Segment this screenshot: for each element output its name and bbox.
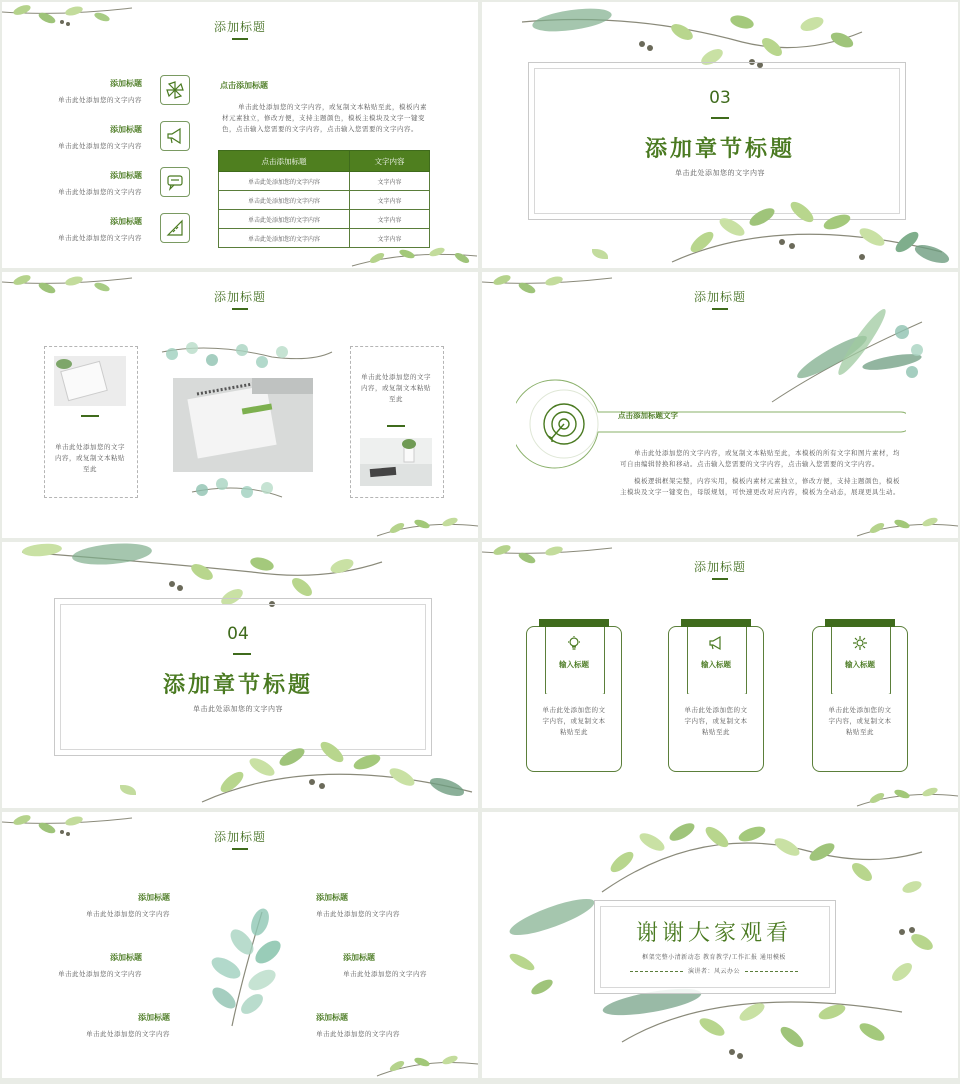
left-item-1-desc: 单击此处添加您的文字内容 <box>86 910 170 918</box>
item-1-desc: 单击此处添加您的文字内容 <box>58 96 142 104</box>
megaphone-icon <box>708 635 724 651</box>
bulb-icon <box>566 635 582 651</box>
slide-title: 添加标题 <box>213 20 266 34</box>
leaf-branch-decoration <box>372 1048 478 1078</box>
slide-5[interactable] <box>2 542 478 808</box>
chapter-number: 03 <box>709 88 731 108</box>
right-item-1-desc: 单击此处添加您的文字内容 <box>316 910 400 918</box>
item-4-desc: 单击此处添加您的文字内容 <box>58 234 142 242</box>
item-2-desc: 单击此处添加您的文字内容 <box>58 142 142 150</box>
table-row <box>219 191 430 210</box>
table-row <box>219 210 430 229</box>
content-paragraph-1: 单击此处添加您的文字内容，或复制文本粘贴至此，本模板的所有文字和图片素材，均可自由编辑替换和移动。点击输入您需要的文字内容，点击输入您需要的文字内容。 <box>620 449 900 468</box>
right-item-2-label: 添加标题 <box>343 953 375 962</box>
notebook-photo <box>54 356 126 406</box>
slide-2[interactable] <box>482 2 958 268</box>
right-item-1-label: 添加标题 <box>316 893 348 902</box>
slide-7[interactable] <box>2 812 478 1078</box>
desk-photo <box>360 438 432 486</box>
leaf-branch-decoration <box>372 510 478 538</box>
left-item-3-label: 添加标题 <box>138 1013 170 1022</box>
card-ribbon-top <box>539 619 609 627</box>
leaf-decoration <box>120 785 136 795</box>
title-underline <box>232 848 248 850</box>
data-table <box>218 150 430 248</box>
eucalyptus-frame <box>152 332 342 512</box>
leaf-branch-decoration <box>347 240 478 268</box>
title-underline <box>712 578 728 580</box>
feature-card-2 <box>668 626 764 772</box>
closing-subtitle: 框架完整小清新动态 教育教学/工作汇报 通用模板 <box>642 954 786 961</box>
card-divider <box>81 415 99 417</box>
table-cell: 文字内容 <box>350 210 430 229</box>
content-paragraph: 单击此处添加您的文字内容，或复制文本粘贴至此，模板内素材元素独立，修改方便，支持主题颜色，模板主模块及文字一键变色，点击输入您需要的文字内容，点击输入您需要的文字内容。 <box>222 103 427 133</box>
content-heading: 点击添加标题 <box>220 81 268 90</box>
chapter-divider <box>233 653 251 655</box>
presenter-label <box>594 966 834 975</box>
chapter-number: 04 <box>227 624 249 644</box>
slide-4[interactable] <box>482 272 958 538</box>
item-3-desc: 单击此处添加您的文字内容 <box>58 188 142 196</box>
feature-card-1 <box>526 626 622 772</box>
leaf-decoration <box>592 249 608 259</box>
slide-title: 添加标题 <box>693 560 746 574</box>
slide-3[interactable] <box>2 272 478 538</box>
table-cell: 单击此处添加您的文字内容 <box>219 191 350 210</box>
right-item-3-label: 添加标题 <box>316 1013 348 1022</box>
card-label: 输入标题 <box>845 660 875 669</box>
card-label: 输入标题 <box>701 660 731 669</box>
chapter-title: 添加章节标题 <box>162 672 313 698</box>
bar-title: 点击添加标题文字 <box>618 411 678 420</box>
leaf-branch-decoration <box>192 722 478 808</box>
chat-icon <box>160 167 190 197</box>
card-text: 单击此处添加您的文字内容，或复制文本粘贴至此 <box>684 706 748 736</box>
item-1-label: 添加标题 <box>110 79 142 88</box>
content-paragraph-2: 模板逻辑框架完整，内容实用，模板内素材元素独立，修改方便，支持主题颜色，模板主模块及文字一键变色，母版规划，可快速更改对应内容，模板为全动态，展现更具生动。 <box>620 477 900 496</box>
table-header-1: 点击添加标题 <box>219 151 350 172</box>
table-cell: 单击此处添加您的文字内容 <box>219 210 350 229</box>
leaf-branch-decoration <box>852 510 958 538</box>
table-cell: 单击此处添加您的文字内容 <box>219 172 350 191</box>
pinwheel-icon <box>160 75 190 105</box>
card-divider <box>387 425 405 427</box>
slide-title: 添加标题 <box>213 830 266 844</box>
leaf-branch-decoration <box>662 182 958 268</box>
card-ribbon-top <box>825 619 895 627</box>
title-underline <box>232 38 248 40</box>
item-3-label: 添加标题 <box>110 171 142 180</box>
chapter-title: 添加章节标题 <box>644 136 795 162</box>
slide-title: 添加标题 <box>213 290 266 304</box>
item-4-label: 添加标题 <box>110 217 142 226</box>
slide-1[interactable] <box>2 2 478 268</box>
left-item-2-label: 添加标题 <box>110 953 142 962</box>
feature-card-3 <box>812 626 908 772</box>
title-underline <box>712 308 728 310</box>
left-item-1-label: 添加标题 <box>138 893 170 902</box>
right-card-text: 单击此处添加您的文字内容，或复制文本粘贴至此 <box>361 373 431 403</box>
item-2-label: 添加标题 <box>110 125 142 134</box>
left-item-3-desc: 单击此处添加您的文字内容 <box>86 1030 170 1038</box>
megaphone-icon <box>160 121 190 151</box>
chapter-divider <box>711 117 729 119</box>
left-card-text: 单击此处添加您的文字内容，或复制文本粘贴至此 <box>55 443 125 473</box>
table-cell: 单击此处添加您的文字内容 <box>219 229 350 248</box>
right-item-3-desc: 单击此处添加您的文字内容 <box>316 1030 400 1038</box>
card-text: 单击此处添加您的文字内容，或复制文本粘贴至此 <box>542 706 606 736</box>
table-cell: 文字内容 <box>350 191 430 210</box>
table-header-2: 文字内容 <box>350 151 430 172</box>
presenter-text: 演讲者：风云办公 <box>684 968 744 975</box>
slide-8[interactable] <box>482 812 958 1078</box>
title-underline <box>232 308 248 310</box>
card-text: 单击此处添加您的文字内容，或复制文本粘贴至此 <box>828 706 892 736</box>
table-cell: 文字内容 <box>350 172 430 191</box>
left-item-2-desc: 单击此处添加您的文字内容 <box>58 970 142 978</box>
thank-you-title: 谢谢大家观看 <box>635 921 792 946</box>
leaf-branch-decoration <box>852 780 958 808</box>
right-item-2-desc: 单击此处添加您的文字内容 <box>343 970 427 978</box>
leaf-sprig-illustration <box>202 908 286 1028</box>
chapter-subtitle: 单击此处添加您的文字内容 <box>193 705 283 713</box>
chapter-subtitle: 单击此处添加您的文字内容 <box>675 169 765 177</box>
slide-title: 添加标题 <box>693 290 746 304</box>
card-ribbon-top <box>681 619 751 627</box>
table-cell: 文字内容 <box>350 229 430 248</box>
gear-icon <box>852 635 868 651</box>
slide-6[interactable] <box>482 542 958 808</box>
table-row <box>219 172 430 191</box>
ruler-icon <box>160 213 190 243</box>
card-label: 输入标题 <box>559 660 589 669</box>
